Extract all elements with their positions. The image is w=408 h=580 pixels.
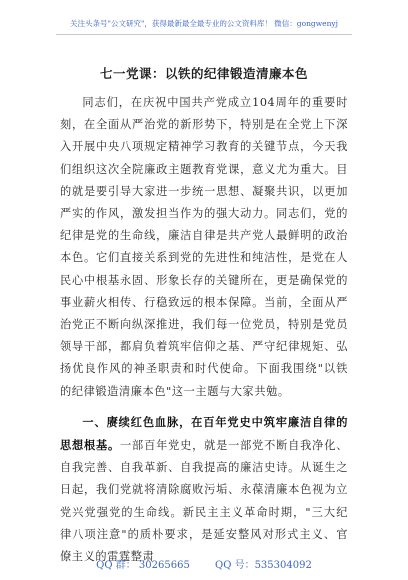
document-title: 七一党课：以铁的纪律锻造清廉本色 [99, 66, 308, 81]
document-body [60, 92, 348, 568]
footer-contact [0, 556, 408, 571]
qq-number: QQ 号：535304092 [215, 560, 312, 571]
qq-group-number: QQ 群： 30265665 [96, 560, 190, 571]
header-notice: 关注头条号"公文研究"，获得最新最全最专业的公文资料库！ 微信：gongwenyj [70, 19, 338, 28]
header-divider [56, 34, 352, 35]
section-heading-paragraph [60, 411, 348, 568]
body-paragraph: 一部百年党史，就是一部党不断自我净化、自我完善、自我革新、自我提高的廉洁史诗。从诞生之日起，我们党就将清除腐败污垢、永葆清廉本色视为立党兴党强党的生命线。新民主主义革命时期，"三大纪律八项注意"的质朴要求，是延安整风对形式主义、官僚主义的雷霆整肃 [60, 439, 348, 564]
body-paragraph: 同志们，在庆祝中国共产党成立104周年的重要时刻，在全面从严治党的新形势下，特别是在全党上下深入开展中央八项规定精神学习教育的关键节点，今天我们组织这次全院廉政主题教育党课，意义尤为重大。目的就是要引导大家进一步统一思想、凝聚共识，以更加严实的作风，激发担当作为的强大动力。同志们，党的纪律是党的生命线，廉洁自律是共产党人最鲜明的政治本色。它们直接关系到党的先进性和纯洁性，是党在人民心中根基永固、形象长存的关键所在，更是确保党的事业薪火相传、行稳致远的根本保障。当前，全面从严治党正不断向纵深推进，我们每一位党员，特别是党员领导干部，都肩负着筑牢信仰之基、严守纪律规矩、弘扬优良作风的神圣职责和时代使命。下面我围绕"以铁的纪律锻造清廉本色"这一主题与大家共勉。 [60, 96, 348, 398]
section-heading: 一、赓续红色血脉，在百年党史中筑牢廉洁自律的思想根基。 [60, 414, 348, 453]
